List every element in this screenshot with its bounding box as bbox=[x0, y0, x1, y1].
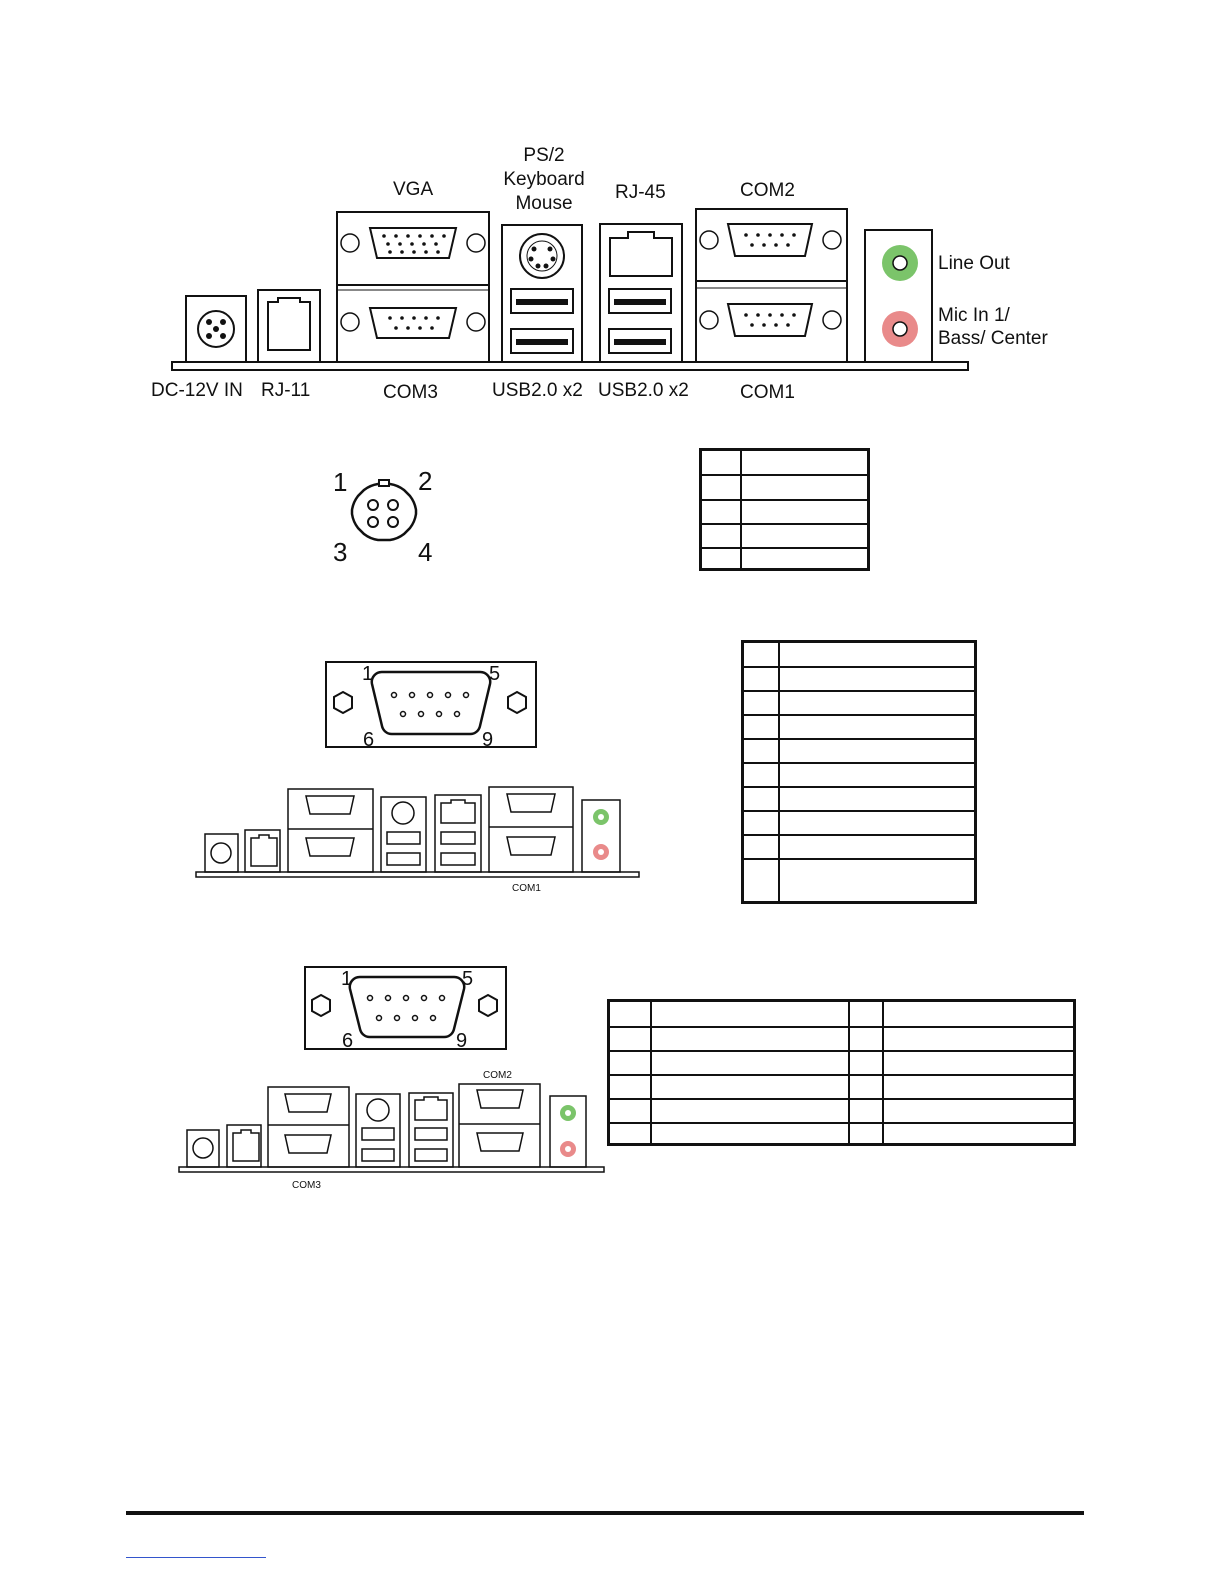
label-mic-in-line1: Mic In 1/ bbox=[938, 305, 1010, 326]
table-row bbox=[743, 739, 976, 763]
vga-com3-icon bbox=[337, 212, 489, 362]
com3-mini-label: COM3 bbox=[292, 1180, 321, 1191]
table-row bbox=[701, 475, 869, 500]
rj45-usb-icon bbox=[600, 224, 682, 362]
table-row bbox=[609, 1075, 1075, 1099]
com2-com1-icon bbox=[696, 209, 847, 362]
com2-pin-5: 5 bbox=[462, 968, 474, 990]
com1-pinout-table bbox=[741, 640, 977, 904]
table-row bbox=[701, 524, 869, 548]
dc-pin-3: 3 bbox=[333, 537, 348, 567]
table-row bbox=[609, 1123, 1075, 1145]
label-usb-a: USB2.0 x2 bbox=[492, 380, 583, 401]
com2-mini-label: COM2 bbox=[483, 1070, 512, 1081]
table-row bbox=[609, 1099, 1075, 1123]
label-dc-in: DC-12V IN bbox=[151, 380, 243, 401]
com1-mini-label: COM1 bbox=[512, 883, 541, 894]
table-row bbox=[743, 787, 976, 811]
com2-pin-1: 1 bbox=[341, 968, 353, 990]
rj11-jack-icon bbox=[258, 290, 320, 362]
dc-jack-icon bbox=[186, 296, 246, 362]
com1-pin-9: 9 bbox=[482, 729, 494, 751]
audio-jacks-icon bbox=[865, 230, 932, 362]
label-com3: COM3 bbox=[383, 382, 438, 403]
dc-pin-2: 2 bbox=[418, 466, 433, 496]
com2-pin-6: 6 bbox=[342, 1030, 354, 1052]
label-vga: VGA bbox=[393, 179, 434, 200]
footer-link-underline bbox=[126, 1557, 266, 1558]
com1-pin-6: 6 bbox=[363, 729, 375, 751]
table-row bbox=[743, 763, 976, 787]
label-line-out: Line Out bbox=[938, 253, 1010, 274]
table-row bbox=[743, 667, 976, 691]
label-usb-b: USB2.0 x2 bbox=[598, 380, 689, 401]
table-row bbox=[701, 450, 869, 475]
table-row bbox=[743, 642, 976, 667]
com2-pinout-table bbox=[607, 999, 1076, 1146]
table-row bbox=[743, 715, 976, 739]
table-row bbox=[743, 691, 976, 715]
label-com2: COM2 bbox=[740, 180, 795, 201]
com1-pin-5: 5 bbox=[489, 663, 501, 685]
label-rj45: RJ-45 bbox=[615, 182, 666, 203]
label-ps2-line3: Mouse bbox=[515, 193, 573, 214]
dc-pin-4: 4 bbox=[418, 537, 433, 567]
table-row bbox=[701, 548, 869, 570]
table-row bbox=[609, 1027, 1075, 1051]
table-row bbox=[609, 1001, 1075, 1027]
com2-mini-panel-icon bbox=[0, 0, 1224, 1]
label-mic-in-line2: Bass/ Center bbox=[938, 328, 1048, 349]
dc-pin-1: 1 bbox=[333, 467, 348, 497]
com1-pin-1: 1 bbox=[362, 663, 374, 685]
label-ps2-line2: Keyboard bbox=[503, 169, 585, 190]
com2-pin-9: 9 bbox=[456, 1030, 468, 1052]
table-row bbox=[701, 500, 869, 524]
table-row bbox=[743, 859, 976, 903]
label-ps2-line1: PS/2 bbox=[523, 145, 565, 166]
table-row bbox=[743, 835, 976, 859]
label-rj11: RJ-11 bbox=[261, 380, 311, 401]
dc-pinout-table bbox=[699, 448, 870, 571]
ps2-usb-icon bbox=[502, 225, 582, 362]
footer-divider bbox=[126, 1511, 1084, 1515]
io-panel-drawing bbox=[0, 0, 1224, 420]
table-row bbox=[743, 811, 976, 835]
label-com1: COM1 bbox=[740, 382, 795, 403]
table-row bbox=[609, 1051, 1075, 1075]
